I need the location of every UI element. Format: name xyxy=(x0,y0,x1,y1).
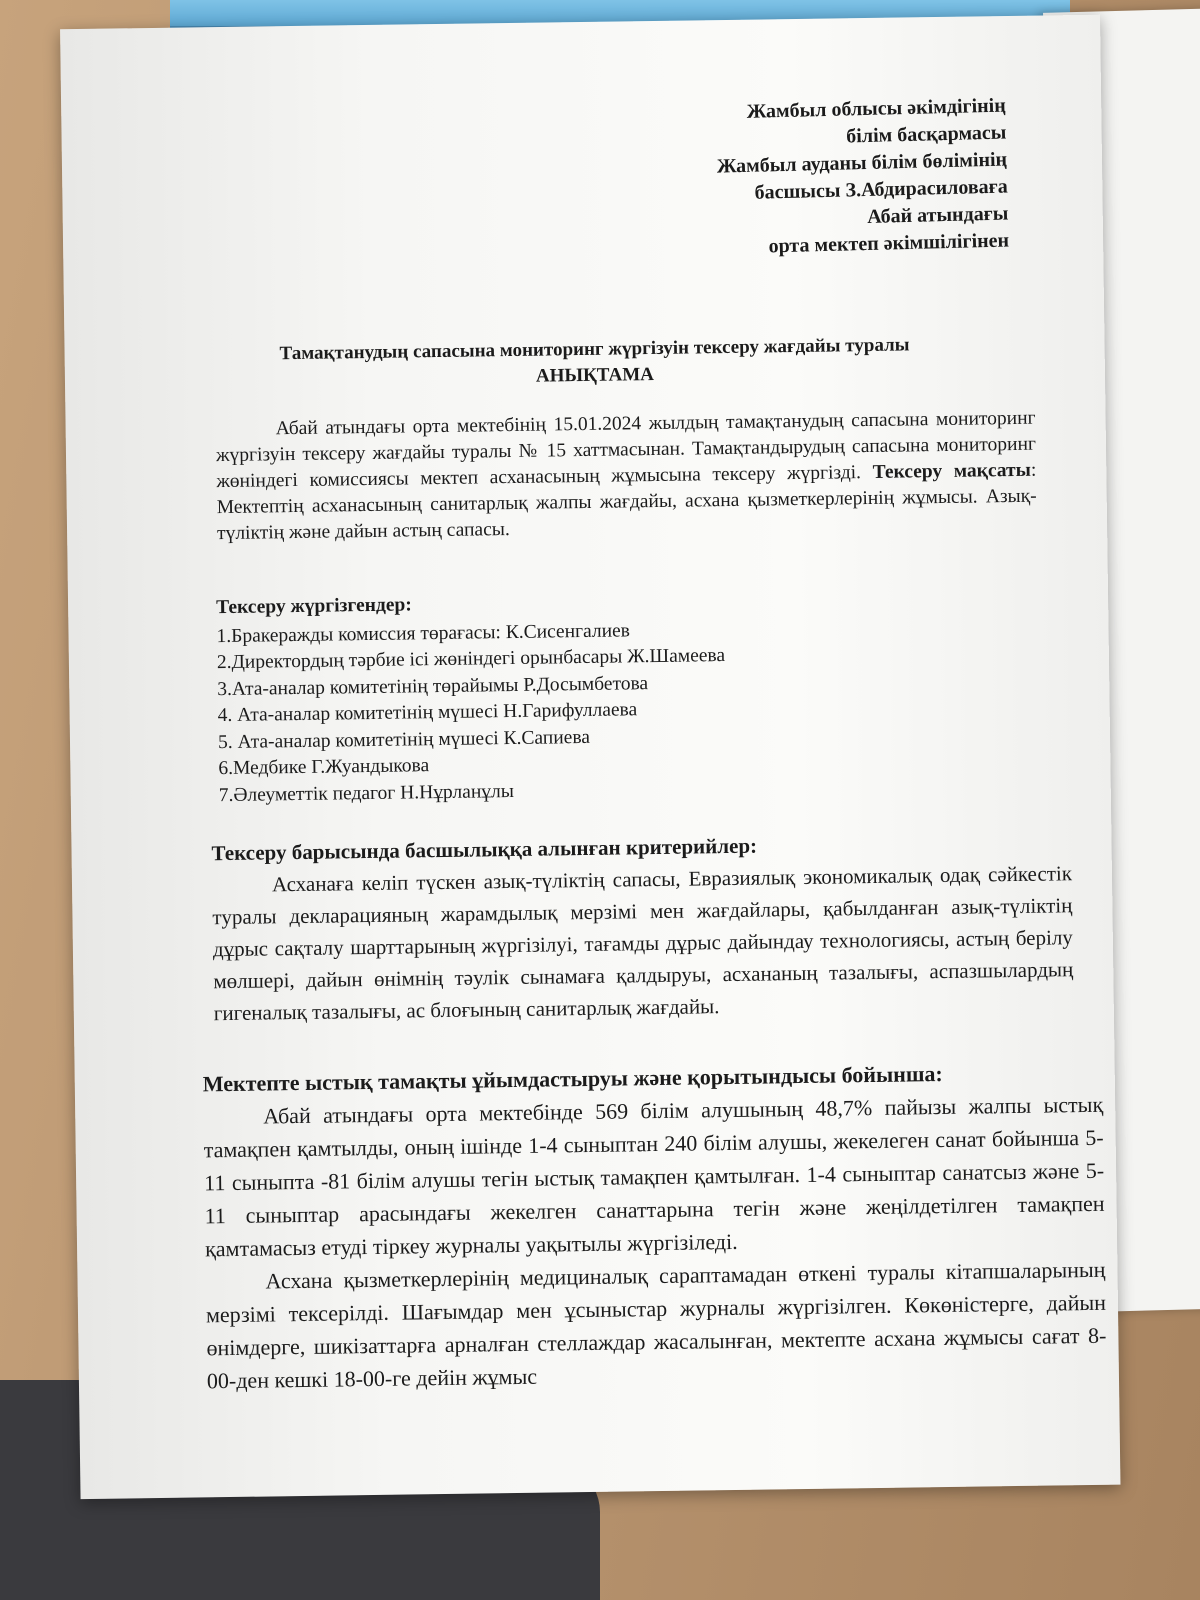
goal-label: Тексеру мақсаты xyxy=(872,459,1032,483)
criteria-text: Асханаға келіп түскен азық-түліктің сапасы, Евразиялық экономикалық одақ сәйкестік туралы декларацияның жарамдылық мерзімі мен жағдайлары, қабылданған азық-түліктің дұрыс сақталу шарттарының жүргізілуі, тағамды дұрыс дайындау технологиясы, астың берілу мөлшері, дайын өнімнің тәулік сынамаға қалдыруы, асхананың тазалығы, аспазшылардың гигеналық тазалығы, ас блоғының санитарлық жағдайы. xyxy=(212,861,1074,1026)
list-item: 4. Ата-аналар комитетінің мүшесі Н.Гарифуллаева xyxy=(217,699,638,727)
staff-paragraph: Асхана қызметкерлерінің медициналық сараптамадан өткені туралы кітапшаларының мерзімі тексерілді. Шағымдар мен ұсыныстар журналы жүргізілген. Көкөністерге, дайын өнімдерге, шикізаттарға арналған стеллаждар жасалынған, мектепте асхана жұмысы сағат 8-00-ден кешкі 18-00-ге дейін жұмыс xyxy=(205,1256,1107,1394)
intro-text: Абай атындағы орта мектебінің 15.01.2024 жылдың тамақтанудың сапасына мониторинг жүргізуін тексеру жағдайы туралы № 15 хаттмасынан. Тамақтандырудың сапасына мониторинг жөніндегі комиссиясы мектеп асханасының жұмысына тексеру жүргізді. xyxy=(215,407,1037,493)
intro-paragraph xyxy=(215,406,1037,547)
hot-meals-paragraph: Абай атындағы орта мектебінде 569 білім алушының 48,7% пайызы жалпы ыстық тамақпен қамтылды, оның ішінде 1-4 сыныптан 240 білім алушы, жекелеген санат бойынша 5-11 сыныпта -81 білім алушы тегін ыстық тамақпен қамтылған. 1-4 сыныптар санатсыз және 5-11 сыныптар арасындағы жекелген санаттарына тегін және жеңілдетілген тамақпен қамтамасыз етуді тіркеу журналы уақытылы жүргізіледі. xyxy=(203,1091,1105,1262)
list-item: 1.Бракеражды комиссия төрағасы: К.Сисенгалиев xyxy=(216,619,631,647)
hot-meals-heading: Мектепте ыстық тамақты ұйымдастыруы және қорытындысы бойынша: xyxy=(202,1061,943,1097)
addressee-line: орта мектеп әкімшілігінен xyxy=(768,229,1010,258)
title-main: АНЫҚТАМА xyxy=(535,364,655,387)
committee-heading: Тексеру жүргізгендер: xyxy=(215,594,412,619)
hot-meals-block xyxy=(203,1055,1108,1398)
list-item: 5. Ата-аналар комитетінің мүшесі К.Сапиева xyxy=(217,726,591,753)
document-page xyxy=(60,15,1120,1499)
list-item: 6.Медбике Г.Жуандыкова xyxy=(218,755,430,780)
document-title xyxy=(194,331,995,394)
list-item: 2.Директордың тәрбие ісі жөніндегі орынбасары Ж.Шамеева xyxy=(216,645,726,674)
addressee-line: Жамбыл ауданы білім бөлімінің xyxy=(716,148,1008,178)
committee-block xyxy=(216,588,727,809)
addressee-line: білім басқармасы xyxy=(845,121,1007,148)
committee-list xyxy=(216,617,727,810)
criteria-heading: Тексеру барысында басшылыққа алынған критерийлер: xyxy=(211,833,758,866)
addressee-line: басшысы З.Абдирасиловаға xyxy=(754,175,1008,204)
list-item: 7.Әлеуметтік педагог Н.Нұрланұлы xyxy=(218,780,515,806)
intro-text-rest: : Мектептің асханасының санитарлық жалпы жағдайы, асхана қызметкерлерінің жұмысы. Азық-түліктің және дайын астың сапасы. xyxy=(216,459,1037,545)
list-item: 3.Ата-аналар комитетінің төрайымы Р.Досымбетова xyxy=(217,672,649,700)
addressee-line: Жамбыл облысы әкімдігінің xyxy=(746,94,1006,123)
addressee-block xyxy=(715,93,1009,262)
criteria-block xyxy=(211,825,1074,1029)
title-line: Тамақтанудың сапасына мониторинг жүргізуін тексеру жағдайы туралы xyxy=(279,334,910,365)
addressee-line: Абай атындағы xyxy=(866,202,1009,228)
